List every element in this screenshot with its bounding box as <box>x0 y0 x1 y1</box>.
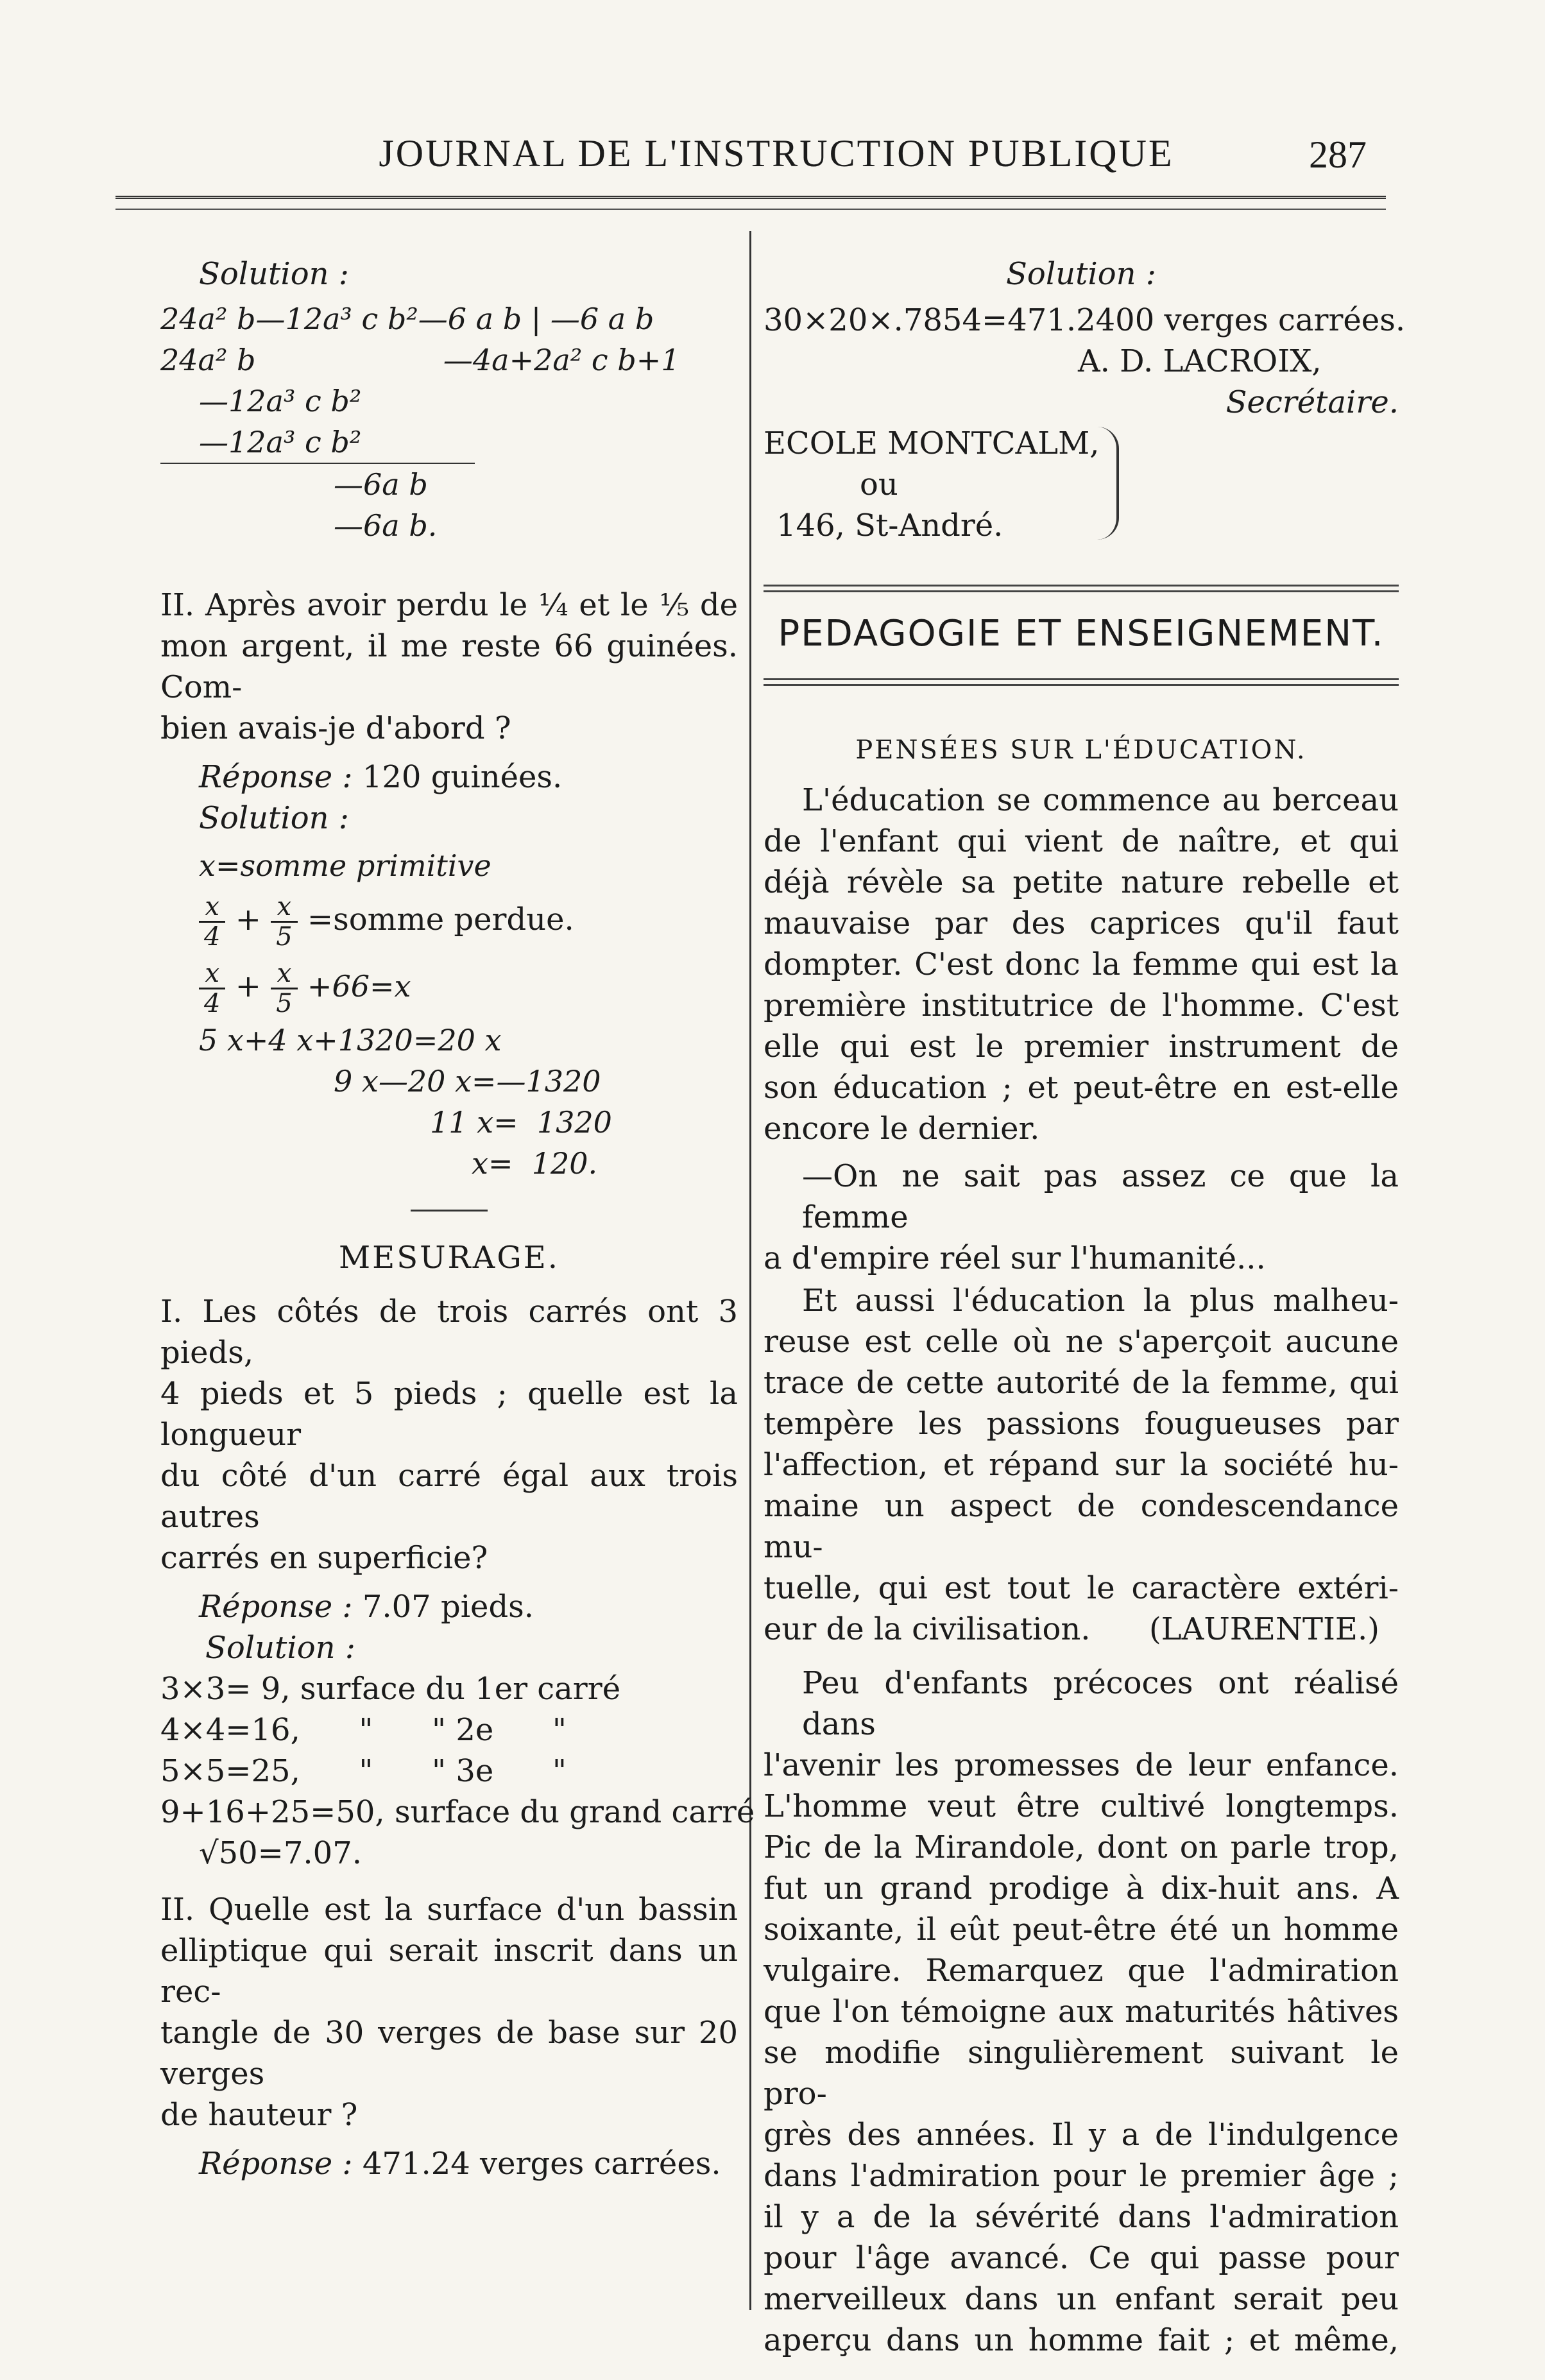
column-divider <box>749 231 751 2310</box>
problem-line: I. Les côtés de trois carrés ont 3 pieds, <box>160 1294 738 1371</box>
algebra-step: 5 x+4 x+1320=20 x <box>199 1023 502 1057</box>
section-title: PEDAGOGIE ET ENSEIGNEMENT. <box>778 613 1385 655</box>
paragraph-four <box>764 1663 1399 2361</box>
text-line: trace de cette autorité de la femme, qui <box>764 1365 1399 1401</box>
problem-line: 4 pieds et 5 pieds ; quelle est la longueur <box>160 1376 738 1453</box>
problem-line: mon argent, il me reste 66 guinées. Com- <box>160 628 738 705</box>
solution-label: Solution : <box>199 800 349 836</box>
division-line: 24a² b—12a³ c b²—6 a b | —6 a b <box>160 302 654 336</box>
text-line: tempère les passions fougueuses par <box>764 1406 1399 1442</box>
algebra-step: 11 x= 1320 <box>430 1105 612 1140</box>
problem-line: II. Quelle est la surface d'un bassin <box>160 1892 738 1928</box>
equation-two <box>160 953 738 1020</box>
text-line: a d'empire réel sur l'humanité... <box>764 1240 1266 1276</box>
problem-line: de hauteur ? <box>160 2097 358 2133</box>
text-line: soixante, il eût peut-être été un homme <box>764 1912 1399 1948</box>
problem-line: du côté d'un carré égal aux trois autres <box>160 1458 738 1535</box>
fraction-x-over-5: $\frac{x}{5}$ <box>271 893 297 951</box>
reponse-line <box>160 1586 738 1627</box>
header-rule-thin <box>115 209 1386 210</box>
squares-block <box>160 1668 755 1874</box>
algebra-block <box>160 845 738 1184</box>
paragraph-two <box>764 1156 1399 1279</box>
problem-two <box>160 585 738 749</box>
section-rule <box>764 684 1399 686</box>
text-line: L'homme veut être cultivé longtemps. <box>764 1788 1399 1824</box>
square-line: √50=7.07. <box>199 1835 363 1871</box>
problem-line: bien avais-je d'abord ? <box>160 710 511 746</box>
signature-name: A. D. LACROIX, <box>1078 343 1322 379</box>
text-line: merveilleux dans un enfant serait peu <box>764 2281 1399 2317</box>
text-line: L'éducation se commence au berceau <box>802 782 1399 818</box>
text-line: encore le dernier. <box>764 1111 1040 1147</box>
text-line: que l'on témoigne aux maturités hâtives <box>764 1994 1399 2030</box>
equation-tail: =somme perdue. <box>307 902 574 937</box>
text-line: dans l'admiration pour le premier âge ; <box>764 2158 1399 2194</box>
text-line: eur de la civilisation. (LAURENTIE.) <box>764 1611 1379 1647</box>
text-line: il y a de la sévérité dans l'admiration <box>764 2199 1399 2235</box>
text-line: pour l'âge avancé. Ce qui passe pour <box>764 2240 1399 2276</box>
brace-glyph <box>1097 427 1119 540</box>
problem-mesurage-one <box>160 1291 738 1579</box>
problem-line: II. Après avoir perdu le ¼ et le ⅕ de <box>160 587 738 623</box>
algebra-step: x= 120. <box>472 1146 598 1181</box>
plus-sign: + <box>235 968 261 1004</box>
text-line: tuelle, qui est tout le caractère extéri- <box>764 1570 1399 1606</box>
solution-label: Solution : <box>199 256 349 292</box>
text-line: Et aussi l'éducation la plus malheu- <box>802 1283 1399 1319</box>
reponse-label: Réponse : <box>199 1589 353 1625</box>
problem-line: carrés en superficie? <box>160 1540 488 1576</box>
division-line: —12a³ c b² <box>160 422 475 464</box>
division-line: —6a b. <box>334 508 438 543</box>
text-line: Pic de la Mirandole, dont on parle trop, <box>764 1829 1399 1865</box>
text-line: déjà révèle sa petite nature rebelle et <box>764 864 1399 900</box>
calculation-line: 30×20×.7854=471.2400 verges carrées. <box>764 302 1406 338</box>
text-line: dompter. C'est donc la femme qui est la <box>764 946 1399 982</box>
text-line: maine un aspect de condescendance mu- <box>764 1488 1399 1565</box>
signature-role: Secrétaire. <box>1225 384 1399 420</box>
equation-one <box>160 886 738 953</box>
paragraph-three <box>764 1280 1399 1650</box>
square-line: 4×4=16, " " 2e " <box>160 1712 567 1748</box>
section-separator <box>411 1210 488 1211</box>
solution-label: Solution : <box>205 1630 355 1666</box>
reponse-line <box>160 757 738 798</box>
fraction-x-over-5: $\frac{x}{5}$ <box>271 959 297 1018</box>
address-block <box>764 423 1399 546</box>
algebra-step: 9 x—20 x=—1320 <box>334 1064 601 1099</box>
reponse-line <box>160 2143 738 2184</box>
text-line: première institutrice de l'homme. C'est <box>764 988 1399 1023</box>
reponse-label: Réponse : <box>199 759 353 795</box>
problem-mesurage-two <box>160 1889 738 2136</box>
left-column <box>160 253 755 2184</box>
text-line: elle qui est le premier instrument de <box>764 1029 1399 1065</box>
problem-line: tangle de 30 verges de base sur 20 verges <box>160 2015 738 2092</box>
section-rule <box>764 678 1399 680</box>
reponse-value: 471.24 verges carrées. <box>362 2146 721 2182</box>
division-line: 24a² b —4a+2a² c b+1 <box>160 343 680 377</box>
reponse-value: 7.07 pieds. <box>362 1589 534 1625</box>
reponse-label: Réponse : <box>199 2146 353 2182</box>
address-line: 146, St-André. <box>776 508 1003 544</box>
text-line: de l'enfant qui vient de naître, et qui <box>764 823 1399 859</box>
problem-line: elliptique qui serait inscrit dans un rec- <box>160 1933 738 2010</box>
text-line: Peu d'enfants précoces ont réalisé dans <box>802 1665 1399 1742</box>
text-line: reuse est celle où ne s'aperçoit aucune <box>764 1324 1399 1360</box>
text-line: l'affection, et répand sur la société hu- <box>764 1447 1399 1483</box>
algebra-definition: x=somme primitive <box>199 848 491 883</box>
division-line: —6a b <box>334 467 428 502</box>
text-line: vulgaire. Remarquez que l'admiration <box>764 1953 1399 1989</box>
text-line: mauvaise par des caprices qu'il faut <box>764 905 1399 941</box>
text-line: aperçu dans un homme fait ; et même, <box>764 2322 1399 2358</box>
text-line: son éducation ; et peut-être en est-elle <box>764 1070 1399 1106</box>
section-rule <box>764 590 1399 592</box>
running-head <box>0 132 1545 183</box>
address-line: ou <box>860 467 898 502</box>
equation-tail: +66=x <box>307 969 411 1004</box>
address-line: ECOLE MONTCALM, <box>764 425 1100 461</box>
text-line: l'avenir les promesses de leur enfance. <box>764 1747 1399 1783</box>
mesurage-title: MESURAGE. <box>339 1240 559 1276</box>
text-line: se modifie singulièrement suivant le pro- <box>764 2035 1399 2112</box>
header-rule <box>115 196 1386 199</box>
square-line: 5×5=25, " " 3e " <box>160 1753 567 1789</box>
fraction-x-over-4: $\frac{x}{4}$ <box>199 893 225 951</box>
section-rule <box>764 585 1399 586</box>
subsection-title: PENSÉES SUR L'ÉDUCATION. <box>855 735 1307 765</box>
text-line: grès des années. Il y a de l'indulgence <box>764 2117 1399 2153</box>
reponse-value: 120 guinées. <box>362 759 563 795</box>
division-block <box>160 298 738 546</box>
paragraph-one <box>764 780 1399 1149</box>
division-line: —12a³ c b² <box>199 384 362 418</box>
text-line: fut un grand prodige à dix-huit ans. A <box>764 1871 1399 1906</box>
solution-label: Solution : <box>1006 256 1156 292</box>
fraction-x-over-4: $\frac{x}{4}$ <box>199 959 225 1018</box>
plus-sign: + <box>235 902 261 937</box>
right-column <box>764 253 1406 2361</box>
page-number: 287 <box>1309 133 1367 176</box>
square-line: 9+16+25=50, surface du grand carré <box>160 1794 755 1830</box>
square-line: 3×3= 9, surface du 1er carré <box>160 1671 621 1707</box>
text-line: —On ne sait pas assez ce que la femme <box>802 1158 1399 1235</box>
journal-title: JOURNAL DE L'INSTRUCTION PUBLIQUE <box>379 132 1174 175</box>
